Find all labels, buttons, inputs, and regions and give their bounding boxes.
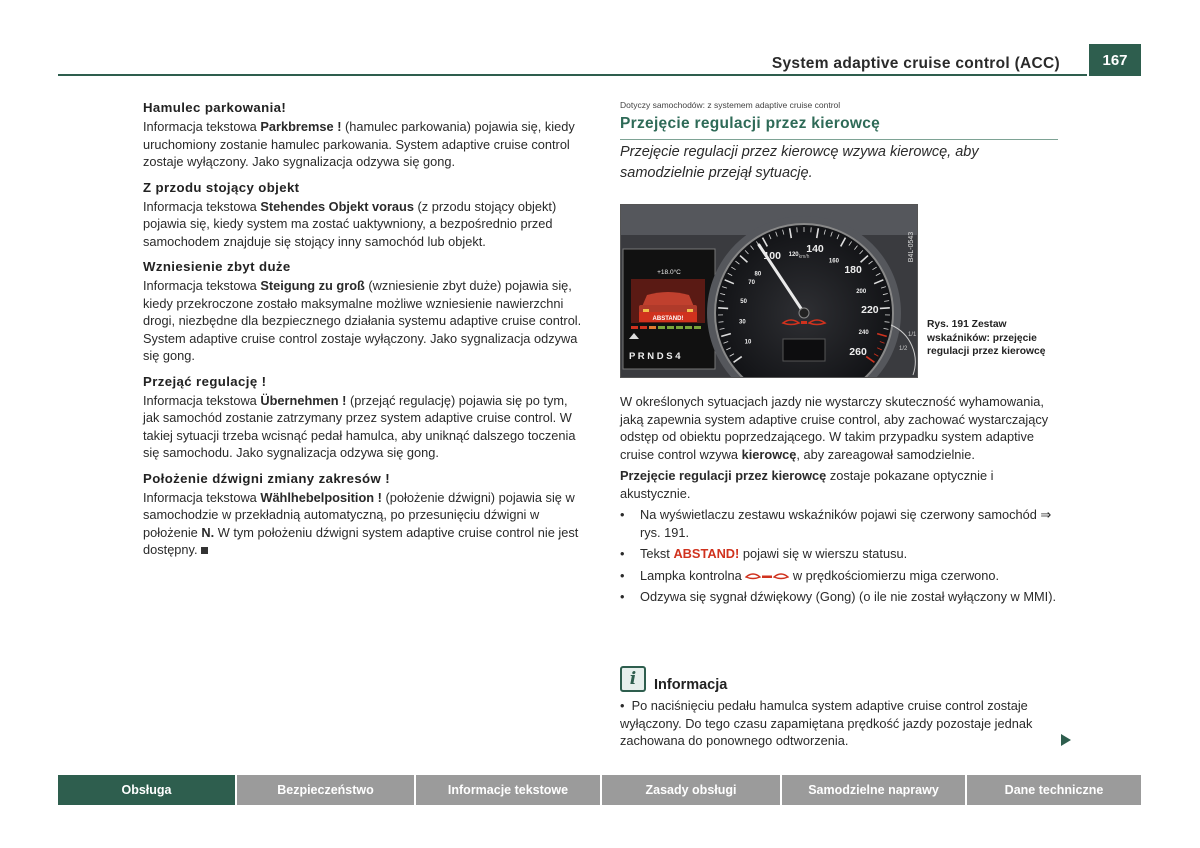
dial-label: 120 — [788, 251, 799, 258]
section-heading-take-over: Przejąć regulację ! — [143, 373, 267, 389]
dial-label: 10 — [744, 339, 752, 346]
footer-tab-informacje-tekstowe[interactable]: Informacje tekstowe — [416, 775, 600, 805]
dial-unit: km/h — [798, 254, 810, 260]
figure-caption: Rys. 191 Zestaw wskaźników: przejęcie regulacji przez kierowcę — [927, 319, 1046, 357]
dial-tick — [880, 308, 890, 309]
section-text-selector-lever: Informacja tekstowa Wählhebelposition ! (położenie dźwigni) pojawia się w samochodzie w przekładnią automatyczną, po przesunięciu dźwigni w położenie N. W tym położeniu dźwigni system adaptive cruise control nie jest dostępny. — [143, 489, 579, 557]
end-of-section-icon — [201, 547, 208, 554]
bullet-item: • Na wyświetlaczu zestawu wskaźników pojawi się czerwony samochód ⇒ rys. 191. — [620, 507, 1052, 540]
dial-label: 220 — [861, 304, 879, 317]
section-heading-selector-lever: Położenie dźwigni zmiany zakresów ! — [143, 470, 391, 486]
dial-label: 160 — [828, 258, 839, 265]
page-number: 167 — [1089, 44, 1141, 76]
section-heading-object-ahead: Z przodu stojący objekt — [143, 179, 300, 195]
footer-tab-bezpieczenstwo[interactable]: Bezpieczeństwo — [237, 775, 414, 805]
footer-tab-zasady-obslugi[interactable]: Zasady obsługi — [602, 775, 780, 805]
dial-label: 100 — [763, 250, 781, 263]
dial-tick — [885, 322, 890, 323]
dial-label: 260 — [849, 345, 867, 358]
footer-tab-dane-techniczne[interactable]: Dane techniczne — [967, 775, 1141, 805]
footer-tab-samodzielne-naprawy[interactable]: Samodzielne naprawy — [782, 775, 965, 805]
dial-label: 140 — [806, 242, 824, 255]
display-status-text: ABSTAND! — [652, 316, 684, 322]
display-temperature: +18.0°C — [657, 269, 681, 276]
bullet-item: • Odzywa się sygnał dźwiękowy (Gong) (o ile nie został wyłączony w MMI). — [620, 589, 1057, 604]
dial-label: 200 — [856, 289, 867, 296]
lead-paragraph: Przejęcie regulacji przez kierowcę wzywa kierowcę, aby samodzielnie przejął sytuację. — [620, 144, 979, 181]
fuel-half: 1/2 — [899, 346, 908, 352]
dial-label: 180 — [844, 263, 862, 276]
acc-lamp-icon — [745, 571, 789, 581]
footer-tab-obsluga[interactable]: Obsługa — [58, 775, 235, 805]
figure-code: B4L-0543 — [908, 231, 915, 263]
fuel-full: 1/1 — [908, 332, 917, 338]
right-body-text — [620, 393, 1058, 606]
info-icon: i — [620, 666, 646, 692]
bullet-item: • Tekst ABSTAND! pojawi się w wierszu statusu. — [620, 546, 908, 561]
info-title: Informacja — [654, 677, 728, 693]
section-title-rule — [620, 139, 1058, 140]
running-header-title: System adaptive cruise control (ACC) — [771, 55, 1060, 72]
instrument-cluster-illustration — [621, 205, 918, 378]
section-heading-parking-brake: Hamulec parkowania! — [143, 100, 287, 115]
footer-nav — [58, 775, 1141, 805]
dial-label: 240 — [858, 329, 869, 336]
section-text-parking-brake: Informacja tekstowa Parkbremse ! (hamulec parkowania) pojawia się, kiedy uruchomiony zostanie hamulec parkowania. System adaptive cruise control zostaje wyłączony. Jako sygnalizacja odzywa się gong. — [143, 119, 575, 169]
paragraph-1: W określonych sytuacjach jazdy nie wystarczy skuteczność wyhamowania, jaką zapewnia system adaptive cruise control, aby zachować wystarczający odstęp od obiektu poprzedzającego. W takim przypadku system adaptive cruise control wzywa kierowcę, aby zareagował samodzielnie. — [620, 394, 1049, 462]
continue-arrow-icon — [1061, 734, 1071, 746]
paragraph-2: Przejęcie regulacji przez kierowcę zostaje pokazane optycznie i akustycznie. — [620, 468, 994, 501]
header-rule — [58, 74, 1087, 76]
section-text-take-over: Informacja tekstowa Übernehmen ! (przejąć regulację) pojawia się po tym, jak samochód zostanie zatrzymany przez system adaptive cruise control. W takiej sytuacji trzeba wcisnąć pedał hamulca, aby uniknąć dalszego toczenia się samochodu. Jako sygnalizacja odzywa się gong. — [143, 392, 576, 460]
dial-label: 80 — [754, 271, 762, 278]
section-text-incline: Informacja tekstowa Steigung zu groß (wzniesienie zbyt duże) pojawia się, kiedy przekroczone zostało maksymalne możliwe wzniesienie nawierzchni drogi, niezbędne dla bezpiecznego działania systemu adaptive cruise control. System adaptive cruise control zostaje wyłączony. Jako sygnalizacja odzywa się gong. — [143, 278, 582, 363]
section-title: Przejęcie regulacji przez kierowcę — [620, 115, 881, 132]
section-text-object-ahead: Informacja tekstowa Stehendes Objekt voraus (z przodu stojący objekt) pojawia się, kiedy system ma zostać uaktywniony, a bezpośrednio przed samochodem znajduje się stojący inny samochód lub objekt. — [143, 198, 557, 249]
gear-indicator: P R N D S 4 — [629, 351, 681, 362]
info-text: • Po naciśnięciu pedału hamulca system adaptive cruise control zostaje wyłączony. Do tego czasu zapamiętana prędkość jazdy pozostaje jednak zachowana do ponownego odtworzenia. — [620, 698, 1033, 748]
instrument-cluster-figure — [620, 204, 918, 378]
left-column — [143, 100, 583, 559]
section-heading-incline: Wzniesienie zbyt duże — [143, 259, 291, 274]
right-column-header — [620, 100, 1058, 184]
dial-tick — [718, 322, 723, 323]
dial-label: 50 — [740, 298, 747, 305]
dial-tick — [718, 308, 728, 309]
dial-label: 70 — [748, 279, 755, 286]
applies-to-note: Dotyczy samochodów: z systemem adaptive cruise control — [620, 100, 841, 110]
dial-label: 30 — [739, 319, 746, 326]
bullet-item: • Lampka kontrolna w prędkościomierzu miga czerwono. — [620, 567, 1000, 583]
